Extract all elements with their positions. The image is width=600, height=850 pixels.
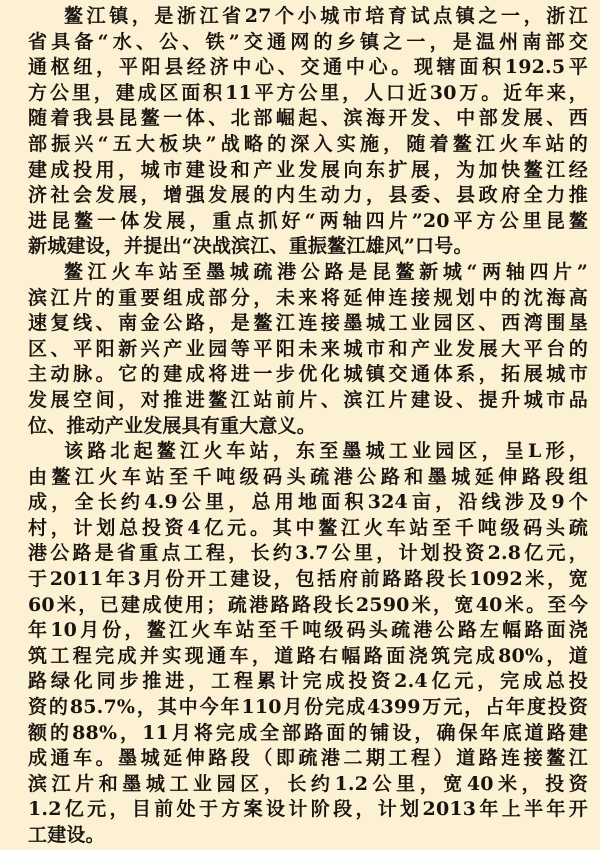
paragraph-line: 村，计划总投资4亿元。其中鳌江火车站至千吨级码头疏 (28, 516, 588, 539)
paragraph-line: 由鳌江火车站至千吨级码头疏港公路和墨城延伸路段组 (28, 465, 588, 488)
paragraph-line: 成，全长约4.9公里，总用地面积324亩，沿线涉及9个 (28, 491, 588, 514)
paragraph-line: 筑工程完成并实现通车，道路右幅路面浇筑完成80%，道 (28, 644, 588, 667)
paragraph-line: 主动脉。它的建成将进一步优化城镇交通体系，拓展城市 (28, 363, 588, 386)
paragraph-line: 工建设。 (28, 824, 105, 846)
paragraph-line: 路绿化同步推进，工程累计完成投资2.4亿元，完成总投 (28, 670, 588, 693)
paragraph-line: 滨江片和墨城工业园区，长约1.2公里，宽40米，投资 (28, 772, 588, 795)
paragraph-line: 方公里，建成区面积11平方公里，人口近30万。近年来， (28, 81, 588, 104)
paragraph-line: 滨江片的重要组成部分，未来将延伸连接规划中的沈海高 (28, 286, 588, 309)
paragraph-line: 省具备“水、公、铁”交通网的乡镇之一，是温州南部交 (28, 30, 588, 53)
paragraph (28, 439, 588, 849)
paragraph (28, 4, 588, 260)
paragraph-line: 建成投用，城市建设和产业发展向东扩展，为加快鳌江经 (28, 158, 588, 181)
paragraph-line: 港公路是省重点工程，长约3.7公里，计划投资2.8亿元， (28, 542, 588, 565)
paragraph-line: 鳌江火车站至墨城疏港公路是昆鳌新城“两轴四片” (64, 260, 588, 283)
paragraph-line: 区、平阳新兴产业园等平阳未来城市和产业发展大平台的 (28, 337, 588, 360)
paragraph-line: 随着我县昆鳌一体、北部崛起、滨海开发、中部发展、西 (28, 107, 588, 130)
document-page (28, 4, 588, 849)
paragraph-line: 资的85.7%，其中今年110月份完成4399万元，占年度投资 (28, 696, 588, 719)
paragraph-line: 1.2亿元，目前处于方案设计阶段，计划2013年上半年开 (28, 798, 588, 821)
paragraph-line: 该路北起鳌江火车站，东至墨城工业园区，呈L形， (64, 440, 588, 463)
paragraph-line: 部振兴“五大板块”战略的深入实施，随着鳌江火车站的 (28, 132, 588, 155)
paragraph-line: 位、推动产业发展具有重大意义。 (28, 414, 317, 437)
paragraph-line: 通枢纽，平阳县经济中心、交通中心。现辖面积192.5平 (28, 56, 588, 79)
paragraph-line: 成通车。墨城延伸路段（即疏港二期工程）道路连接鳌江 (28, 747, 588, 770)
paragraph-line: 发展空间，对推进鳌江站前片、滨江片建设、提升城市品 (28, 388, 588, 411)
paragraph-line: 济社会发展，增强发展的内生动力，县委、县政府全力推 (28, 184, 588, 207)
paragraph-line: 于2011年3月份开工建设，包括府前路路段长1092米，宽 (28, 568, 588, 591)
paragraph-line: 进昆鳌一体发展，重点抓好“两轴四片”20平方公里昆鳌 (28, 209, 588, 232)
paragraph-line: 60米，已建成使用；疏港路路段长2590米，宽40米。至今 (28, 593, 588, 616)
paragraph-line: 鳌江镇，是浙江省27个小城市培育试点镇之一，浙江 (64, 5, 588, 27)
paragraph (28, 260, 588, 439)
paragraph-line: 额的88%，11月将完成全部路面的铺设，确保年底道路建 (28, 721, 588, 744)
paragraph-line: 新城建设，并提出“决战滨江、重振鳌江雄风”口号。 (28, 235, 473, 258)
paragraph-line: 年10月份，鳌江火车站至千吨级码头疏港公路左幅路面浇 (28, 619, 588, 642)
paragraph-line: 速复线、南金公路，是鳌江连接墨城工业园区、西湾围垦 (28, 312, 588, 335)
